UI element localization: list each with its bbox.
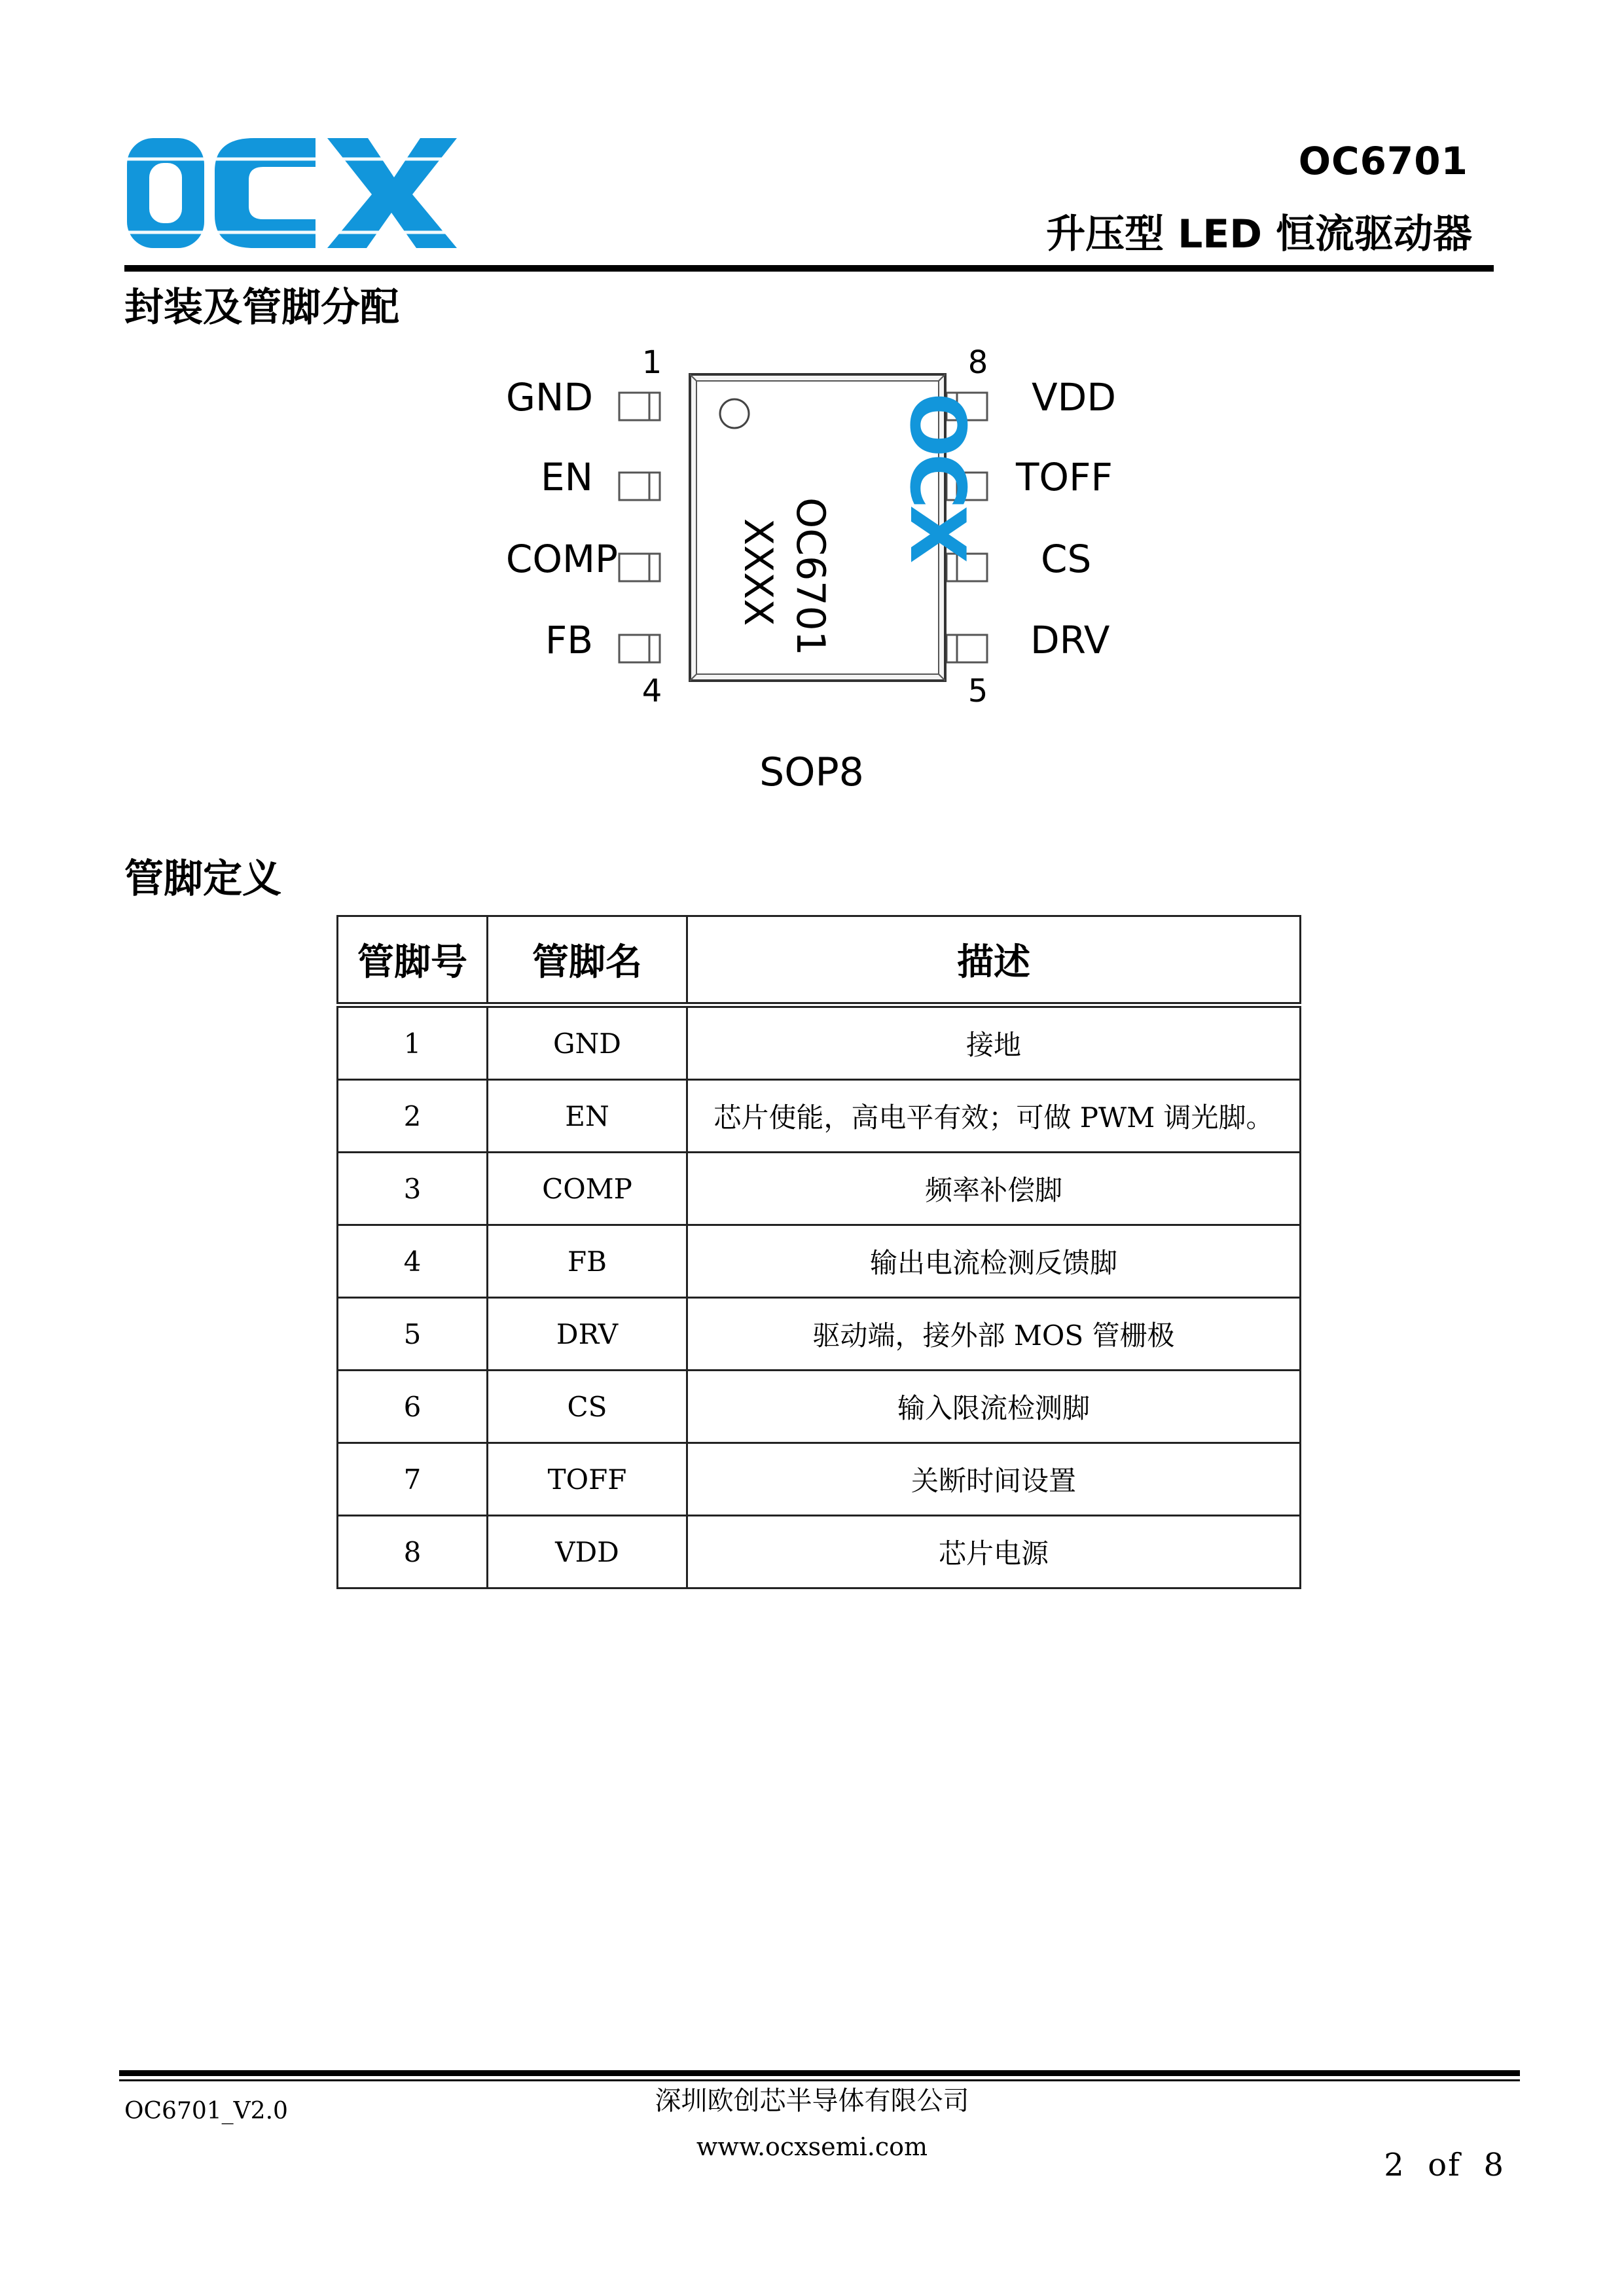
footer-website-url: www.ocxsemi.com [696,2132,928,2161]
table-row [338,1371,1301,1443]
pin-definition-table [336,915,1301,1589]
section-title-pin-definitions: 管脚定义 [124,856,281,902]
sop8-package-diagram [458,340,1191,812]
document-id: OC6701 [1298,139,1468,183]
pin-number-cell: 4 [338,1225,488,1298]
logo-text: OCX [124,134,126,135]
footer-version: OC6701_V2.0 [124,2098,288,2125]
header-rule [124,265,1494,272]
chip-batch-mark: XXXX [735,518,781,626]
table-row [338,1080,1301,1153]
table-header-row [338,916,1301,1005]
table-row [338,1153,1301,1225]
pin-description-cell: 芯片电源 [687,1516,1301,1588]
pin-description-cell: 关断时间设置 [687,1443,1301,1516]
pin-number-cell: 1 [338,1005,488,1080]
ocx-logo [124,134,458,252]
pin-description-cell: 芯片使能，高电平有效；可做 PWM 调光脚。 [687,1080,1301,1153]
pin-number-cell: 6 [338,1371,488,1443]
chip-part-number: OC6701 [787,497,833,656]
pin-label-comp: COMP [505,537,618,581]
pin-name-cell: EN [488,1080,687,1153]
column-header-pin-name: 管脚名 [488,916,687,1005]
pin-name-cell: CS [488,1371,687,1443]
pin-description-cell: 输入限流检测脚 [687,1371,1301,1443]
pin-lead-5 [947,635,987,662]
pin-name-cell: VDD [488,1516,687,1588]
chip-logo-text: OCX [893,393,981,560]
pin-number-cell: 5 [338,1298,488,1371]
column-header-pin-number: 管脚号 [338,916,488,1005]
pin-lead-4 [619,635,660,662]
pin-label-vdd: VDD [1032,375,1116,420]
document-subtitle: 升压型 LED 恒流驱动器 [1046,211,1472,257]
pin-lead-1 [619,393,660,420]
pin-number-5: 5 [967,673,988,709]
pin-name-cell: DRV [488,1298,687,1371]
chip-marking [893,393,981,563]
table-row [338,1225,1301,1298]
page-number: 2 of 8 [1384,2147,1505,2183]
pin-description-cell: 接地 [687,1005,1301,1080]
pin-number-8: 8 [967,344,988,381]
pin-number-1: 1 [641,344,662,381]
pin-label-gnd: GND [506,375,593,420]
footer-company-name: 深圳欧创芯半导体有限公司 [655,2086,969,2116]
pin-description-cell: 驱动端，接外部 MOS 管栅极 [687,1298,1301,1371]
pin-label-cs: CS [1041,537,1092,581]
pin-name-cell: GND [488,1005,687,1080]
footer-rule [119,2070,1520,2076]
package-name: SOP8 [759,749,864,795]
pin-number-cell: 2 [338,1080,488,1153]
section-title-package: 封装及管脚分配 [124,285,399,331]
pin-label-en: EN [540,455,593,499]
table-row [338,1298,1301,1371]
pin-number-cell: 8 [338,1516,488,1588]
pin-number-cell: 3 [338,1153,488,1225]
pin-label-toff: TOFF [1016,455,1113,499]
table-row [338,1005,1301,1080]
pin-lead-2 [619,473,660,500]
pin-description-cell: 频率补偿脚 [687,1153,1301,1225]
pin-name-cell: FB [488,1225,687,1298]
pin-number-cell: 7 [338,1443,488,1516]
table-row [338,1516,1301,1588]
pin-label-fb: FB [545,618,593,662]
pin-lead-3 [619,554,660,581]
table-row [338,1443,1301,1516]
pin-name-cell: TOFF [488,1443,687,1516]
column-header-description: 描述 [687,916,1301,1005]
pin-number-4: 4 [641,673,662,709]
pin-name-cell: COMP [488,1153,687,1225]
pin-description-cell: 输出电流检测反馈脚 [687,1225,1301,1298]
pin-label-drv: DRV [1030,618,1110,662]
